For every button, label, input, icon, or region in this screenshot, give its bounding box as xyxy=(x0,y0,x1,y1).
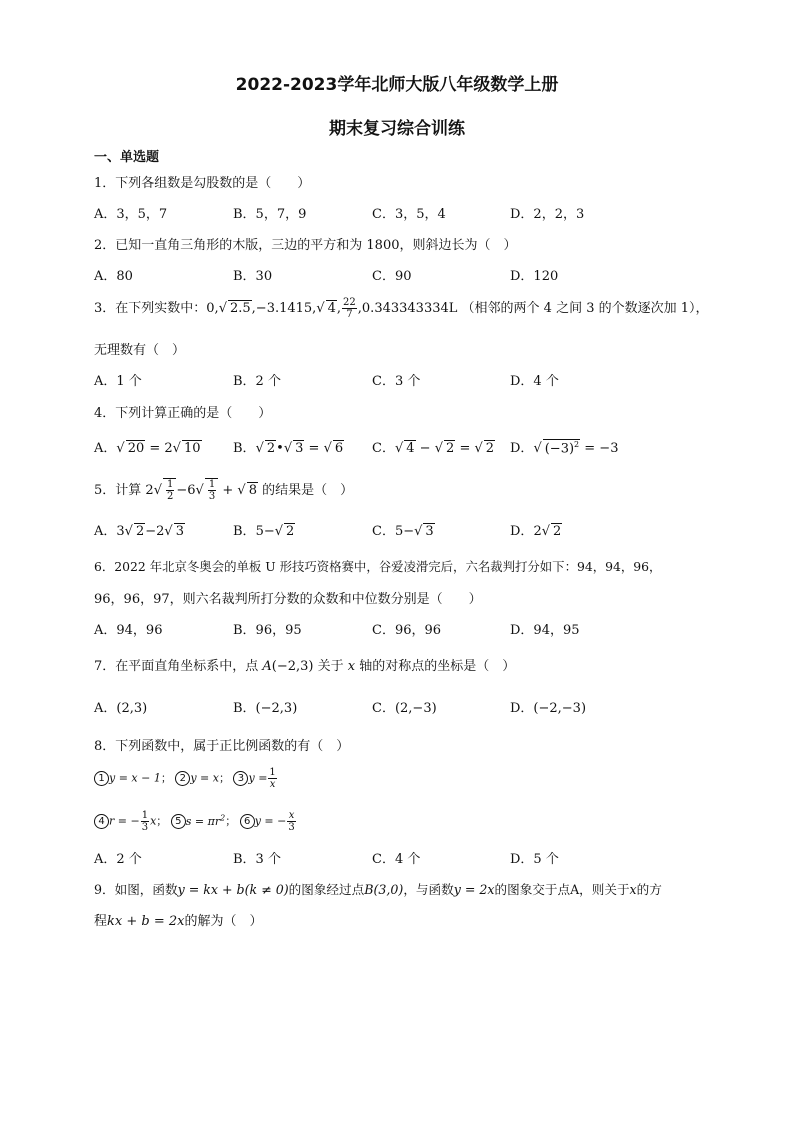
q3-list-b: ,−3.1415, xyxy=(251,301,317,316)
option-b: B．5−√ 2 xyxy=(233,524,295,539)
circled-6: 6 xyxy=(240,814,255,829)
option-b: B．√ 2•√ 3 = √ 6 xyxy=(233,441,344,456)
option-a: A．1 个 xyxy=(94,374,142,389)
q3-radical-b: 4 xyxy=(327,301,336,316)
option-d: D．4 个 xyxy=(510,374,559,389)
question-9-stem: 9．如图，函数y = kx + b(k ≠ 0)的图象经过点B(3,0)，与函数y = 2x的图象交于点A，则关于x的方 xyxy=(94,882,662,897)
option-c: C．√ 4 − √ 2 = √ 2 xyxy=(372,441,495,456)
q3-list-d: ,0.343343334L xyxy=(357,301,458,316)
q3-suffix: （相邻的两个 4 之间 3 的个数逐次加 1）， xyxy=(461,301,709,316)
question-7-options xyxy=(94,697,714,715)
option-b: B．5，7，9 xyxy=(233,207,307,222)
option-c: C．96，96 xyxy=(372,623,442,638)
question-9-stem-line-2: 程kx + b = 2x的解为（ ） xyxy=(94,914,263,929)
option-a: A．2 个 xyxy=(94,852,142,867)
option-a: A．(2,3) xyxy=(94,701,148,716)
circled-4: 4 xyxy=(94,814,109,829)
option-c: C．(2,−3) xyxy=(372,701,437,716)
option-d: D．120 xyxy=(510,269,559,284)
title-line-2: 期末复习综合训练 xyxy=(329,119,465,139)
question-5-options xyxy=(94,520,714,538)
question-6-stem-line-2: 96，96，97，则六名裁判所打分数的众数和中位数分别是（ ） xyxy=(94,592,482,607)
option-a: A．94，96 xyxy=(94,623,163,638)
title-line-1: 2022-2023学年北师大版八年级数学上册 xyxy=(235,75,559,95)
option-a: A．3√ 2−2√ 3 xyxy=(94,524,184,539)
option-c: C．5−√ 3 xyxy=(372,524,434,539)
option-c: C．3，5，4 xyxy=(372,207,446,222)
question-3-options xyxy=(94,370,714,388)
circled-5: 5 xyxy=(171,814,186,829)
option-d: D．√ $(-3)^2 = -3$ xyxy=(510,439,619,456)
question-8-choices-line-1: 1 y = x − 1； 2 y = x； 3 y = $\frac{1}{x}$ xyxy=(94,767,278,790)
question-2-stem: 2．已知一直角三角形的木版，三边的平方和为 1800，则斜边长为（ ） xyxy=(94,238,517,253)
option-a: A．80 xyxy=(94,269,133,284)
option-a: A．√ 20 = 2√ 10 xyxy=(94,441,201,456)
question-6-stem: 6．2022 年北京冬奥会的单板 U 形技巧资格赛中，谷爱凌滑完后，六名裁判打分如下：94，94，96， xyxy=(94,559,662,574)
option-c: C．3 个 xyxy=(372,374,421,389)
q3-fraction: $\frac{22}{7}$ xyxy=(343,297,356,320)
question-2-options xyxy=(94,265,714,283)
circled-2: 2 xyxy=(175,771,190,786)
question-8-stem: 8．下列函数中，属于正比例函数的有（ ） xyxy=(94,739,350,754)
option-b: B．3 个 xyxy=(233,852,281,867)
option-b: B．2 个 xyxy=(233,374,281,389)
question-3-stem-line-2: 无理数有（ ） xyxy=(94,343,186,358)
option-d: D．(−2,−3) xyxy=(510,701,587,716)
circled-1: 1 xyxy=(94,771,109,786)
q3-list-a: 0, xyxy=(206,301,219,316)
option-c: C．90 xyxy=(372,269,412,284)
question-5-stem: 5．计算 2√ $\frac{1}{2}$ −6√ $\frac{1}{3}$ + √ 8 的结果是（ ） xyxy=(94,479,354,502)
q3-prefix: 3．在下列实数中： xyxy=(94,301,207,316)
circled-3: 3 xyxy=(233,771,248,786)
option-d: D．94，95 xyxy=(510,623,580,638)
section-heading: 一、单选题 xyxy=(94,150,160,165)
question-8-choices-line-2: 4 r = − $\frac{1}{3}$ x； 5 $s = \pi r^2$； 6 y = − $\frac{x}{3}$ xyxy=(94,810,297,833)
option-a: A．3，5，7 xyxy=(94,207,168,222)
question-7-stem: 7．在平面直角坐标系中，点 A(−2,3) 关于 x 轴的对称点的坐标是（ ） xyxy=(94,659,516,674)
q3-list-c: , xyxy=(336,301,342,316)
question-4-options xyxy=(94,437,714,455)
option-d: D．2，2，3 xyxy=(510,207,585,222)
option-b: B．(−2,3) xyxy=(233,701,298,716)
question-6-options xyxy=(94,619,714,637)
question-1-options xyxy=(94,203,714,221)
option-d: D．2√ 2 xyxy=(510,524,562,539)
question-4-stem: 4．下列计算正确的是（ ） xyxy=(94,406,272,421)
question-1-stem: 1．下列各组数是勾股数的是（ ） xyxy=(94,176,311,191)
question-3-stem: 3．在下列实数中：0,√ 2.5,−3.1415,√ 4, $\frac{22}{7}$ ,0.343343334L （相邻的两个 4 之间 3 的个数逐次加 1）， xyxy=(94,297,709,320)
option-d: D．5 个 xyxy=(510,852,559,867)
option-b: B．96，95 xyxy=(233,623,302,638)
question-8-options xyxy=(94,848,714,866)
q3-radical-a: 2.5 xyxy=(229,301,251,316)
option-b: B．30 xyxy=(233,269,273,284)
option-c: C．4 个 xyxy=(372,852,421,867)
